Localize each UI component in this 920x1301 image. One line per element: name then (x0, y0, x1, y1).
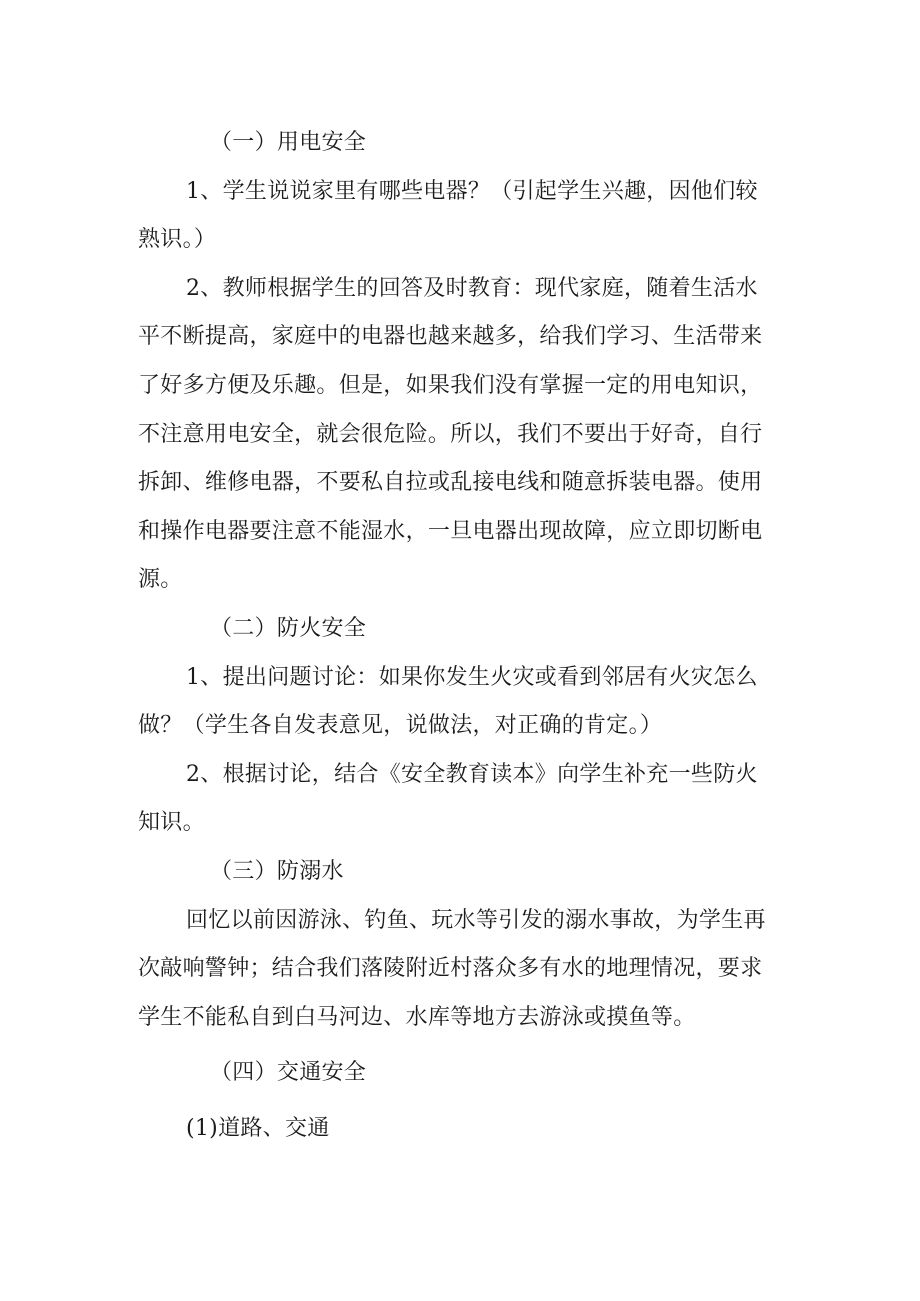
section-heading-electricity: （一）用电安全 (210, 130, 367, 155)
paragraph-line: 和操作电器要注意不能湿水，一旦电器出现故障，应立即切断电 (138, 518, 763, 544)
paragraph-line: 2、教师根据学生的回答及时教育：现代家庭，随着生活水 (186, 275, 758, 301)
paragraph-line: 熟识。） (138, 227, 217, 253)
subheading-road-traffic: (1)道路、交通 (186, 1115, 330, 1141)
paragraph-line: 2、根据讨论，结合《安全教育读本》向学生补充一些防火 (186, 761, 758, 787)
paragraph-line: 学生不能私自到白马河边、水库等地方去游泳或摸鱼等。 (138, 1004, 696, 1030)
paragraph-line: 不注意用电安全，就会很危险。所以，我们不要出于好奇，自行 (138, 421, 763, 447)
paragraph-line: 回忆以前因游泳、钓鱼、玩水等引发的溺水事故，为学生再 (186, 907, 766, 933)
paragraph-line: 源。 (138, 567, 183, 593)
document-body (138, 119, 788, 1153)
section-heading-traffic: （四）交通安全 (210, 1060, 367, 1086)
paragraph-line: 了好多方便及乐趣。但是，如果我们没有掌握一定的用电知识， (138, 372, 763, 398)
paragraph-line: 1、学生说说家里有哪些电器？（引起学生兴趣，因他们较 (186, 178, 758, 204)
paragraph-line: 拆卸、维修电器，不要私自拉或乱接电线和随意拆装电器。使用 (138, 470, 763, 496)
section-heading-drowning: （三）防溺水 (210, 858, 344, 884)
paragraph-line: 做？（学生各自发表意见，说做法，对正确的肯定。） (138, 713, 663, 739)
paragraph-line: 平不断提高，家庭中的电器也越来越多，给我们学习、生活带来 (138, 324, 763, 350)
paragraph-line: 1、提出问题讨论：如果你发生火灾或看到邻居有火灾怎么 (186, 664, 758, 690)
section-heading-fire: （二）防火安全 (210, 615, 367, 641)
paragraph-line: 次敲响警钟；结合我们落陵附近村落众多有水的地理情况，要求 (138, 956, 763, 982)
paragraph-line: 知识。 (138, 810, 205, 836)
